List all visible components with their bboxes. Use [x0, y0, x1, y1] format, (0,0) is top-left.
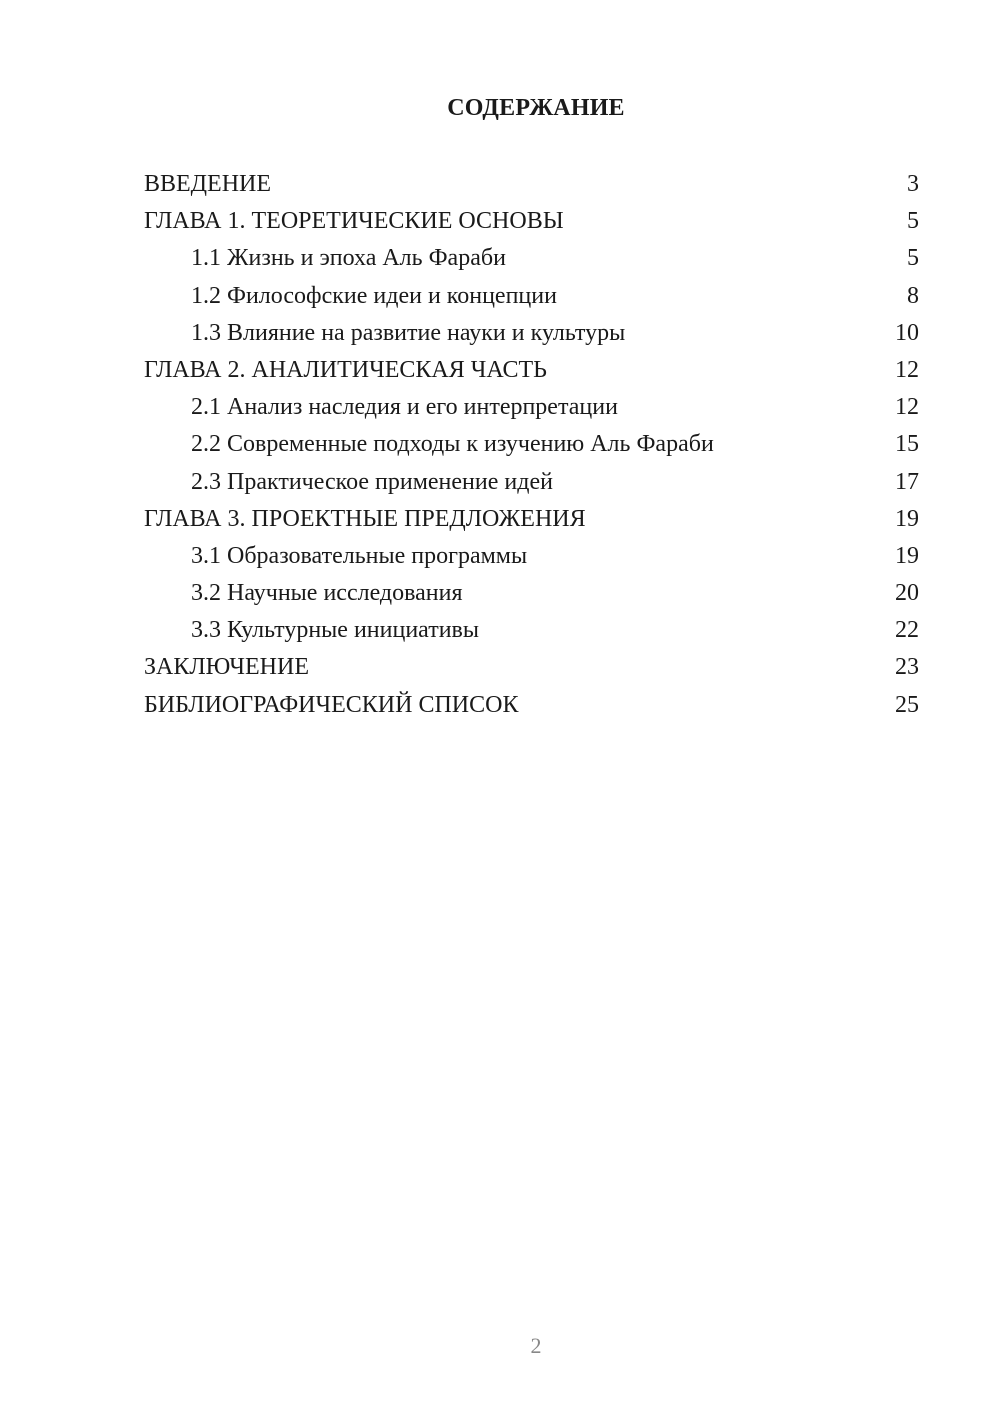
toc-entry-page: 3 — [907, 171, 919, 197]
toc-entry-page: 5 — [907, 208, 919, 235]
toc-title: СОДЕРЖАНИЕ — [447, 95, 625, 121]
toc-entry-page: 25 — [895, 691, 919, 718]
toc-entry-chapter-2[interactable] — [144, 355, 919, 392]
toc-entry-label: 1.2 Философские идеи и концепции — [191, 282, 557, 309]
toc-entry-page: 5 — [907, 245, 919, 272]
toc-entry-section-1-2[interactable] — [144, 281, 919, 318]
toc-entry-label: ГЛАВА 2. АНАЛИТИЧЕСКАЯ ЧАСТЬ — [144, 356, 547, 383]
toc-entry-page: 15 — [895, 431, 919, 458]
toc-entry-section-2-2[interactable] — [144, 429, 919, 466]
toc-entry-page: 8 — [907, 282, 919, 309]
toc-entry-label: 1.3 Влияние на развитие науки и культуры — [191, 319, 626, 346]
toc-entry-section-2-1[interactable] — [144, 392, 919, 429]
toc-entry-label: 2.2 Современные подходы к изучению Аль Фараби — [191, 431, 714, 458]
page-number: 2 — [530, 1333, 542, 1358]
toc-entry-conclusion[interactable] — [144, 652, 919, 689]
toc-entry-label: ЗАКЛЮЧЕНИЕ — [144, 654, 309, 681]
toc-entry-page: 12 — [895, 356, 919, 383]
toc-entry-introduction[interactable] — [144, 169, 919, 206]
toc-entry-label: 2.1 Анализ наследия и его интерпретации — [191, 394, 618, 421]
toc-entry-label: 3.2 Научные исследования — [191, 580, 463, 607]
toc-entry-section-3-1[interactable] — [144, 541, 919, 578]
toc-entry-chapter-3[interactable] — [144, 504, 919, 541]
toc-entry-page: 17 — [895, 468, 919, 495]
toc-entry-bibliography[interactable] — [144, 690, 919, 727]
toc-entry-section-1-3[interactable] — [144, 318, 919, 355]
toc-entry-page: 22 — [895, 617, 919, 644]
toc-entry-page: 10 — [895, 319, 919, 346]
toc-entry-page: 23 — [895, 654, 919, 681]
toc-entry-label: ВВЕДЕНИЕ — [144, 171, 272, 197]
toc-entry-label: 2.3 Практическое применение идей — [191, 468, 553, 495]
toc-list — [144, 169, 919, 727]
toc-entry-section-3-3[interactable] — [144, 615, 919, 652]
toc-entry-page: 19 — [895, 542, 919, 569]
toc-entry-label: ГЛАВА 3. ПРОЕКТНЫЕ ПРЕДЛОЖЕНИЯ — [144, 505, 586, 532]
toc-entry-section-3-2[interactable] — [144, 578, 919, 615]
toc-entry-page: 12 — [895, 394, 919, 421]
toc-entry-label: ГЛАВА 1. ТЕОРЕТИЧЕСКИЕ ОСНОВЫ — [144, 208, 564, 235]
toc-entry-page: 19 — [895, 505, 919, 532]
toc-entry-label: 3.3 Культурные инициативы — [191, 617, 479, 644]
toc-entry-page: 20 — [895, 580, 919, 607]
toc-entry-chapter-1[interactable] — [144, 206, 919, 243]
toc-entry-section-1-1[interactable] — [144, 243, 919, 280]
toc-entry-label: БИБЛИОГРАФИЧЕСКИЙ СПИСОК — [144, 691, 519, 718]
toc-entry-label: 3.1 Образовательные программы — [191, 542, 528, 569]
toc-entry-section-2-3[interactable] — [144, 467, 919, 504]
toc-entry-label: 1.1 Жизнь и эпоха Аль Фараби — [191, 245, 506, 272]
